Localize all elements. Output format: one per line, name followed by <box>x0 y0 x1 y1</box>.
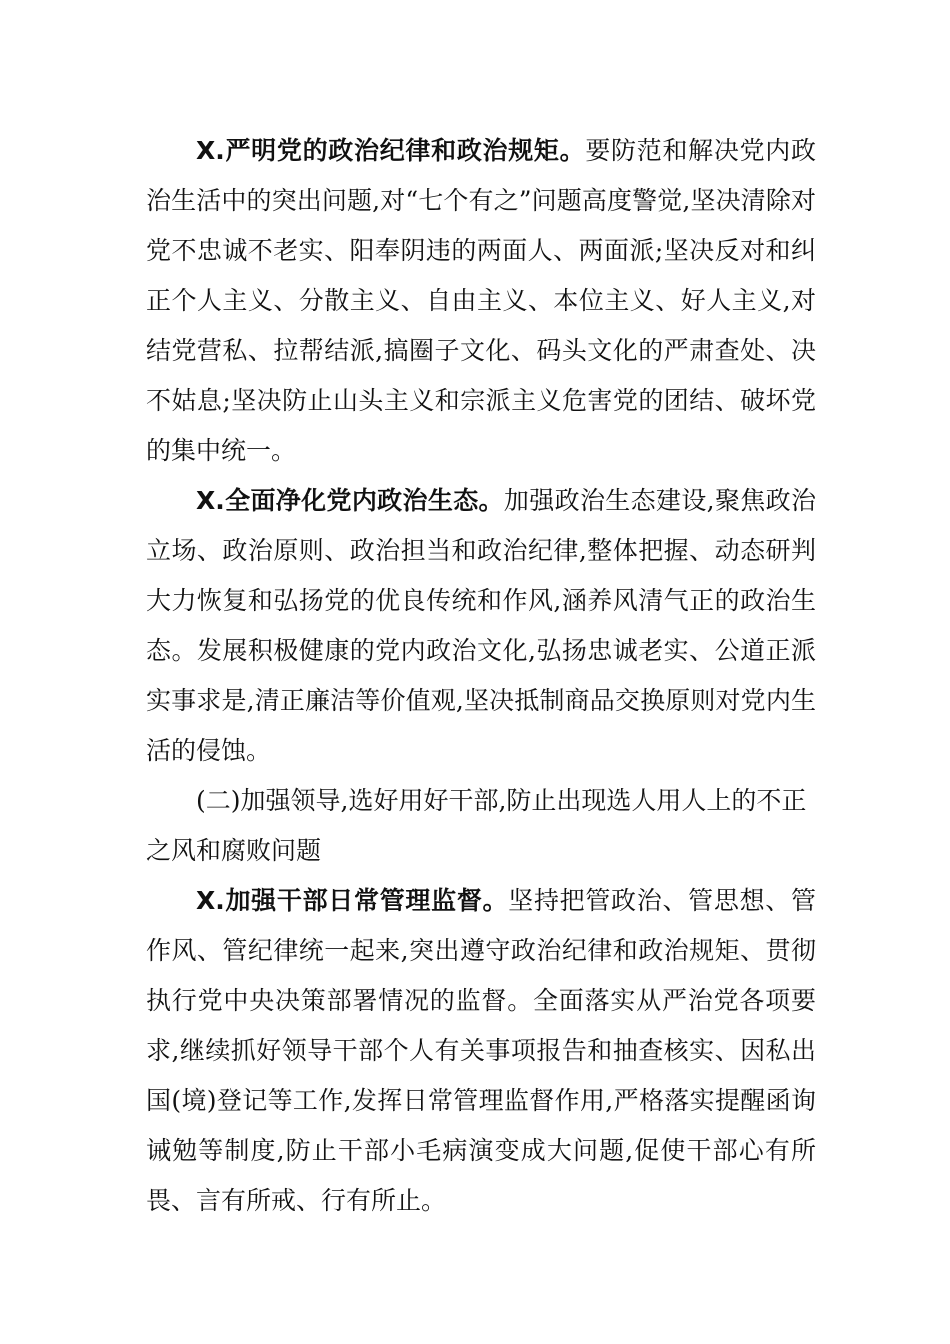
paragraph-heading: X.严明党的政治纪律和政治规矩。 <box>196 136 586 165</box>
paragraph-heading: X.加强干部日常管理监督。 <box>196 886 509 915</box>
paragraph-heading: X.全面净化党内政治生态。 <box>196 486 504 515</box>
section-title: (二)加强领导,选好用好干部,防止出现选人用人上的不正之风和腐败问题 <box>146 786 807 865</box>
paragraph-political-discipline <box>146 126 816 476</box>
paragraph-political-ecology <box>146 476 816 776</box>
paragraph-text: 要防范和解决党内政治生活中的突出问题,对“七个有之”问题高度警觉,坚决清除对党不忠诚不老实、阳奉阴违的两面人、两面派;坚决反对和纠正个人主义、分散主义、自由主义、本位主义、好人主义,对结党营私、拉帮结派,搞圈子文化、码头文化的严肃查处、决不姑息;坚决防止山头主义和宗派主义危害党的团结、破坏党的集中统一。 <box>146 136 816 465</box>
paragraph-text: 加强政治生态建设,聚焦政治立场、政治原则、政治担当和政治纪律,整体把握、动态研判大力恢复和弘扬党的优良传统和作风,涵养风清气正的政治生态。发展积极健康的党内政治文化,弘扬忠诚老实、公道正派实事求是,清正廉洁等价值观,坚决抵制商品交换原则对党内生活的侵蚀。 <box>146 486 816 765</box>
paragraph-text: 坚持把管政治、管思想、管作风、管纪律统一起来,突出遵守政治纪律和政治规矩、贯彻执行党中央决策部署情况的监督。全面落实从严治党各项要求,继续抓好领导干部个人有关事项报告和抽查核实、因私出国(境)登记等工作,发挥日常管理监督作用,严格落实提醒函询诫勉等制度,防止干部小毛病演变成大问题,促使干部心有所畏、言有所戒、行有所止。 <box>146 886 816 1215</box>
document-body <box>146 126 816 1226</box>
paragraph-cadre-supervision <box>146 876 816 1226</box>
